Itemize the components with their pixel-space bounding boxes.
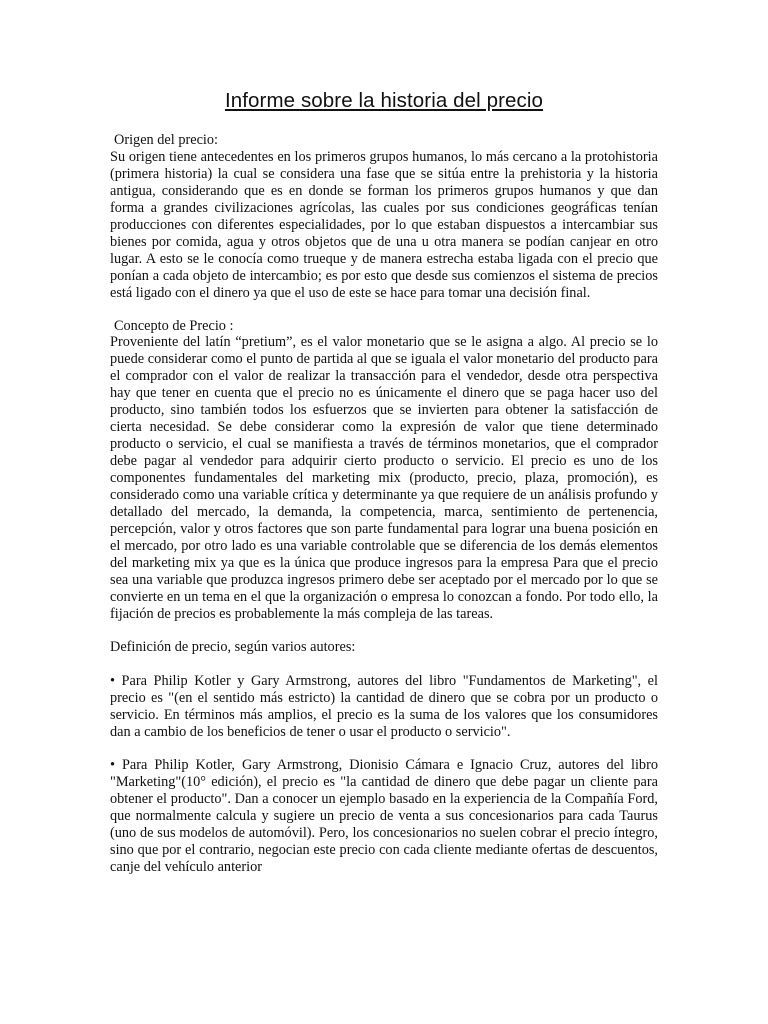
document-body <box>110 132 658 876</box>
section-heading-concept: Concepto de Precio : <box>114 317 234 334</box>
document-title: Informe sobre la historia del precio <box>224 89 544 112</box>
section-origin <box>110 132 658 302</box>
bullet-item-kotler-camara-cruz: • Para Philip Kotler, Gary Armstrong, Dionisio Cámara e Ignacio Cruz, autores del libro "Marketing"(10° edición), el precio es "la cantidad de dinero que debe pagar un cliente para obtener el producto". Dan a conocer un ejemplo basado en la experiencia de la Compañía Ford, que normalmente calcula y sugiere un precio de venta a sus concesionarios para cada Taurus (uno de sus modelos de automóvil). Pero, los concesionarios no suelen cobrar el precio íntegro, sino que por el contrario, negocian este precio con cada cliente mediante ofertas de descuentos, canje del vehículo anterior <box>110 757 658 876</box>
section-concept <box>110 318 658 623</box>
bullet-item-kotler-armstrong: • Para Philip Kotler y Gary Armstrong, autores del libro "Fundamentos de Marketing", el precio es "(en el sentido más estricto) la cantidad de dinero que se cobra por un producto o servicio. En términos más amplios, el precio es la suma de los valores que los consumidores dan a cambio de los beneficios de tener o usar el producto o servicio". <box>110 672 658 740</box>
paragraph-concept: Proveniente del latín “pretium”, es el valor monetario que se le asigna a algo. Al precio se lo puede considerar como el punto de partida al que se iguala el valor monetario del producto para el comprador con el valor de realizar la transacción para el vendedor, desde otra perspectiva hay que tener en cuenta que el precio no es únicamente el dinero que se paga hacer uso del producto, sino también todos los esfuerzos que se invierten para obtener la satisfacción de cierta necesidad. Se debe considerar como la expresión de valor que tiene determinado producto o servicio, el cual se manifiesta a través de términos monetarios, que el comprador debe pagar al vendedor para adquirir cierto producto o servicio. El precio es uno de los componentes fundamentales del marketing mix (producto, precio, plaza, promoción), es considerado como una variable crítica y determinante ya que requiere de un análisis profundo y detallado del mercado, la demanda, la competencia, marca, sentimiento de pertenencia, percepción, valor y otros factores que son parte fundamental para lograr una buena posición en el mercado, por otro lado es una variable controlable que se diferencia de los demás elementos del marketing mix ya que es la única que produce ingresos para la empresa Para que el precio sea una variable que produzca ingresos primero debe ser aceptado por el mercado por lo que se convierte en un tema en el que la organización o empresa lo conozcan a fondo. Por todo ello, la fijación de precios es probablemente la más compleja de las tareas. <box>110 334 658 622</box>
section-heading-definitions: Definición de precio, según varios autores: <box>110 638 356 655</box>
paragraph-origin: Su origen tiene antecedentes en los primeros grupos humanos, lo más cercano a la protohistoria (primera historia) la cual se considera una fase que se sitúa entre la prehistoria y la historia antigua, considerando que es en donde se forman los primeros grupos humanos y que dan forma a grandes civilizaciones agrícolas, las cuales por sus condiciones geográficas tenían producciones con diferentes especialidades, por lo que estaban dispuestos a intercambiar sus bienes por comida, agua y otros objetos que de una u otra manera se podían canjear en otro lugar. A esto se le conocía como trueque y de manera estrecha estaba ligada con el precio que ponían a cada objeto de intercambio; es por esto que desde sus comienzos el sistema de precios está ligado con el dinero ya que el uso de este se hace para tomar una decisión final. <box>110 148 658 301</box>
section-definitions <box>110 639 658 656</box>
section-heading-origin: Origen del precio: <box>114 132 219 148</box>
